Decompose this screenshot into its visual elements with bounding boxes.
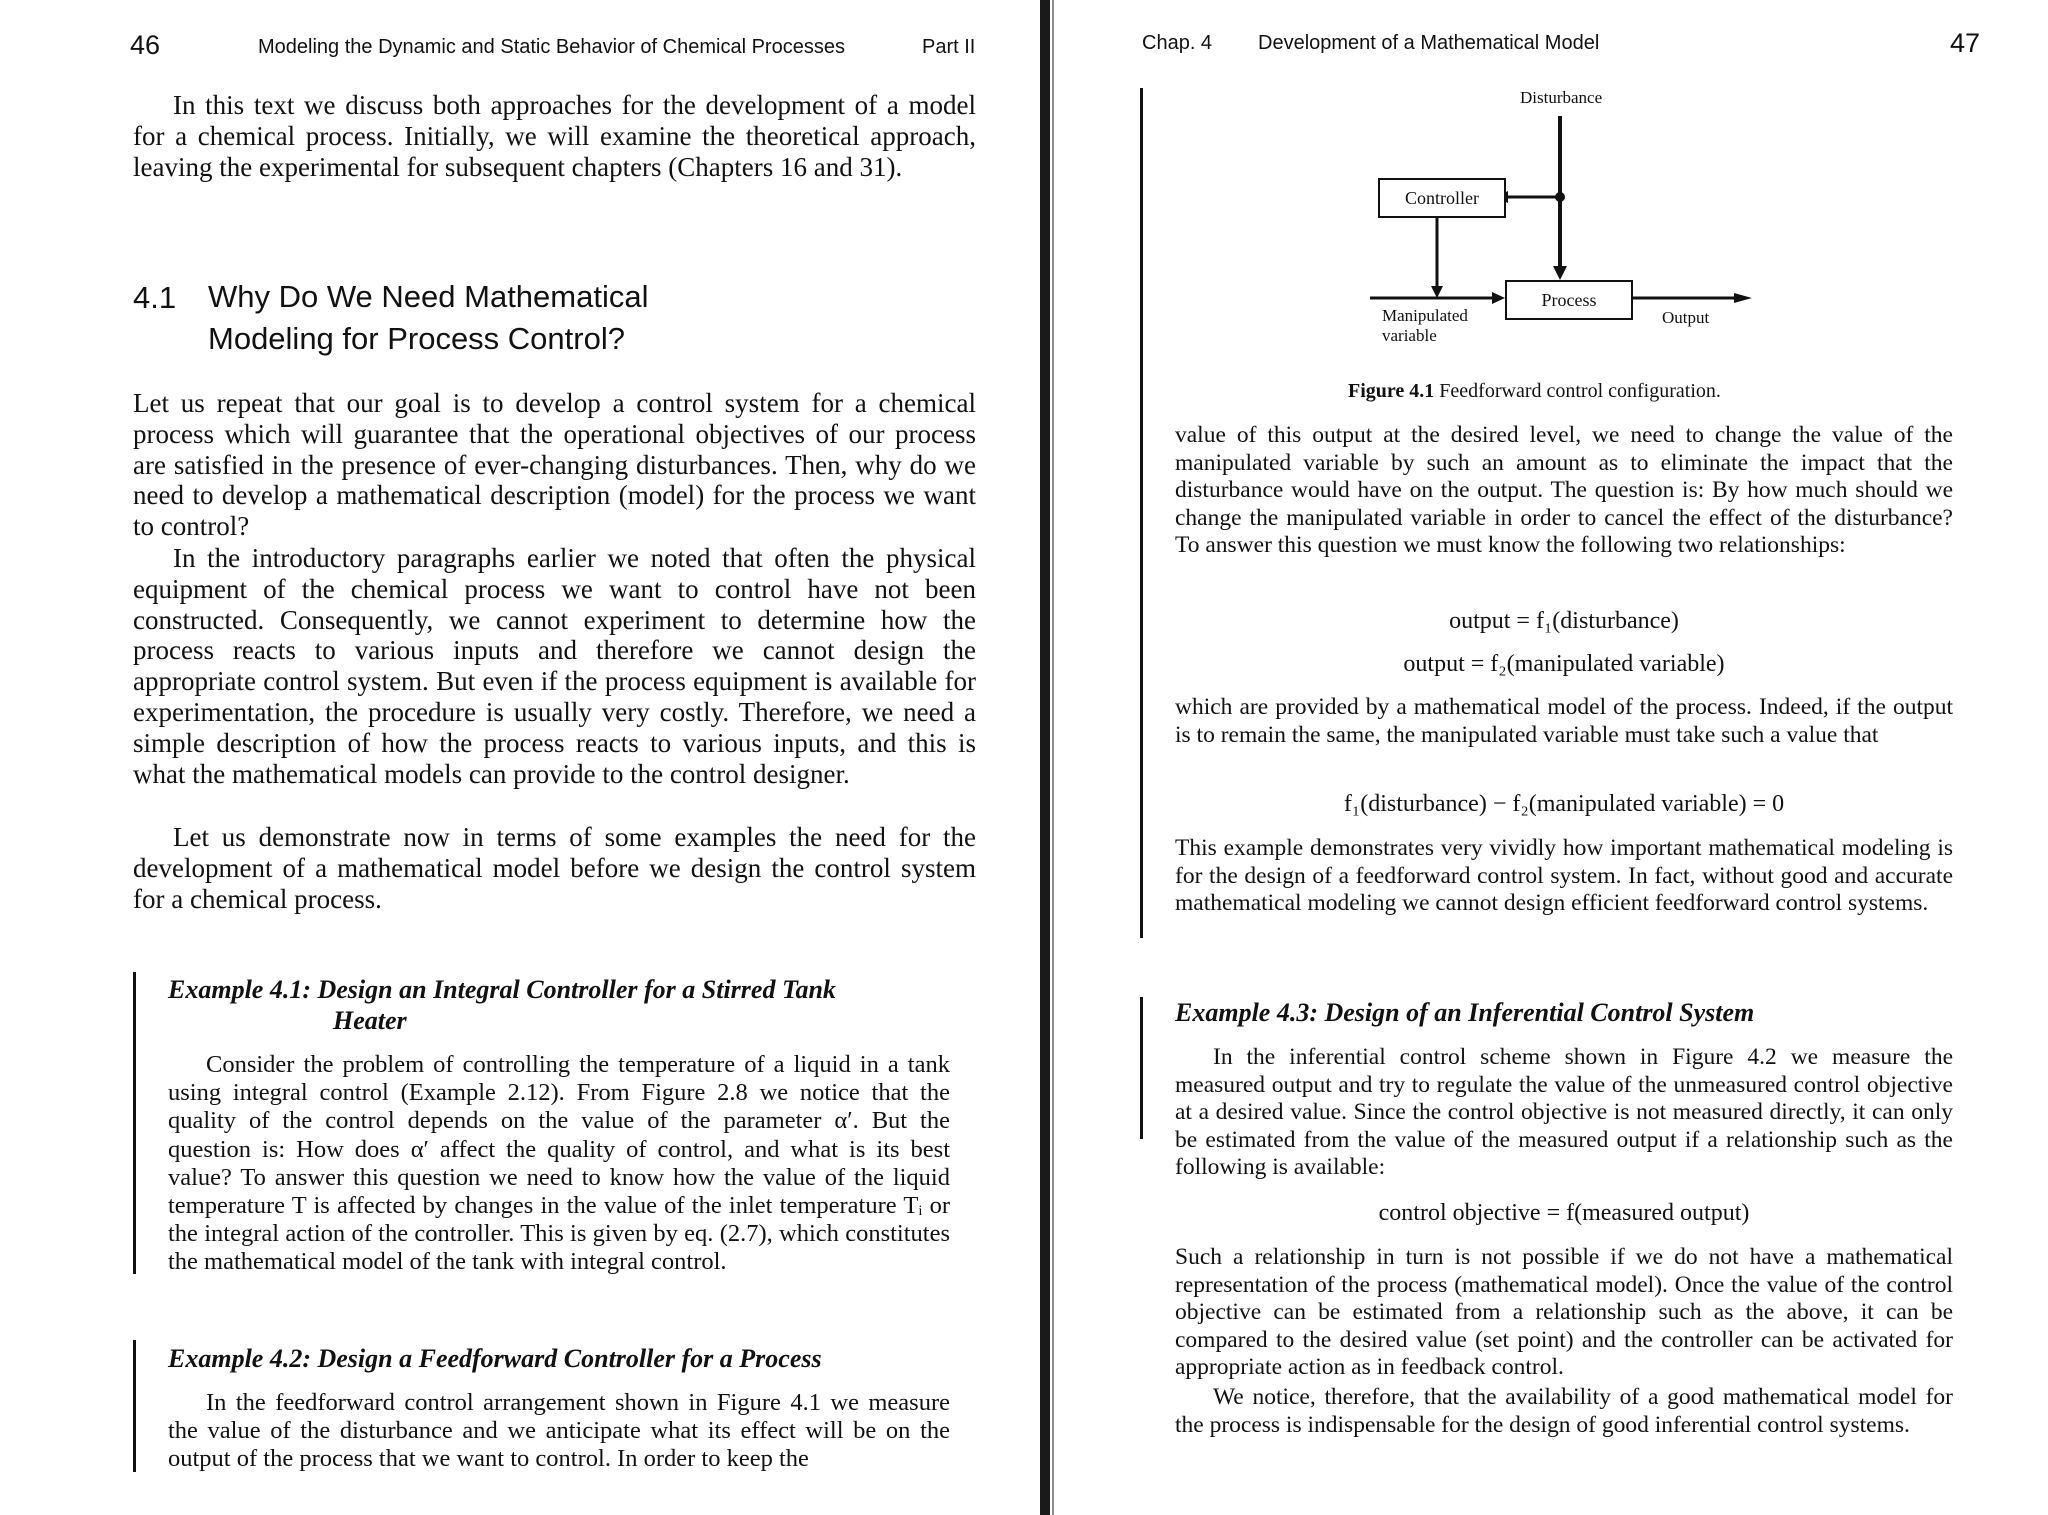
manipulated-label-line-2: variable bbox=[1382, 326, 1437, 345]
equation-1: output = f₁(disturbance) bbox=[1449, 608, 1679, 634]
example-4-1-margin-bar bbox=[133, 972, 136, 1274]
equation-3: f₁(disturbance) − f₂(manipulated variable) = 0 bbox=[1343, 791, 1785, 817]
example-4-1-body: Consider the problem of controlling the temperature of a liquid in a tank using integral control (Example 2.12). From Figure 2.8 we notice that the quality of the control depends on the value of the parameter α′. But the question is: How does α′ affect the quality of control, and what is its best value? To answer this question we need to know how the value of the liquid temperature T is affected by changes in the value of the inlet temperature Tᵢ or the integral action of the controller. This is given by eq. (2.7), which constitutes the mathematical model of the tank with integral control. bbox=[168, 1051, 950, 1276]
page-number-right: 47 bbox=[1950, 28, 1981, 58]
example-4-1-title-line-1: Example 4.1: Design an Integral Controller for a Stirred Tank bbox=[168, 975, 836, 1004]
example-4-3-paragraph-3: We notice, therefore, that the availability of a good mathematical model for the process is indispensable for the design of good inferential control systems. bbox=[1175, 1384, 1953, 1438]
output-label: Output bbox=[1662, 308, 1710, 327]
controller-output-arrow-head bbox=[1431, 286, 1443, 298]
right-paragraph-2: which are provided by a mathematical model of the process. Indeed, if the output is to remain the same, the manipulated variable must take such a value that bbox=[1175, 694, 1953, 748]
process-box: Process bbox=[1505, 280, 1633, 320]
example-4-1-title-line-2: Heater bbox=[333, 1006, 407, 1035]
running-head-left: Modeling the Dynamic and Static Behavior of Chemical Processes bbox=[258, 36, 845, 58]
example-4-3-paragraph-2: Such a relationship in turn is not possible if we do not have a mathematical representation of the process (mathematical model). Once the value of the control objective can be estimated from a relationship such as the above, it can be compared to the desired value (set point) and the controller can be activated for appropriate action as in feedback control. bbox=[1175, 1244, 1953, 1381]
right-paragraph-1: value of this output at the desired level, we need to change the value of the manipulated variable by such an amount as to eliminate the impact that the disturbance would have on the output. The question is: By how much should we change the manipulated variable in order to cancel the effect of the disturbance? To answer this question we must know the following two relationships: bbox=[1175, 422, 1953, 559]
figure-caption bbox=[1348, 380, 1721, 403]
section-title-line-2: Modeling for Process Control? bbox=[208, 321, 625, 356]
intro-paragraph: In this text we discuss both approaches for the development of a model for a chemical process. Initially, we will examine the theoretical approach, leaving the experimental for subsequent chapters (Chapters 16 and 31). bbox=[133, 90, 976, 182]
example-4-2-margin-bar bbox=[133, 1340, 136, 1472]
manipulated-arrow-head bbox=[1492, 292, 1505, 304]
part-label: Part II bbox=[922, 36, 976, 58]
figure-caption-label: Figure 4.1 bbox=[1348, 380, 1435, 402]
section-title-line-1: Why Do We Need Mathematical bbox=[208, 279, 649, 314]
example-4-2-title: Example 4.2: Design a Feedforward Controller for a Process bbox=[168, 1344, 822, 1373]
running-head-right: Development of a Mathematical Model bbox=[1258, 32, 1600, 54]
example-4-2-body: In the feedforward control arrangement shown in Figure 4.1 we measure the value of the disturbance and we anticipate what its effect will be on the output of the process that we want to control. In order to keep the bbox=[168, 1389, 950, 1473]
right-margin-bar-top bbox=[1140, 88, 1143, 938]
disturbance-arrow-head bbox=[1553, 266, 1567, 280]
section-number: 4.1 bbox=[133, 280, 177, 315]
disturbance-label: Disturbance bbox=[1520, 88, 1603, 107]
manipulated-variable-label bbox=[1382, 306, 1468, 346]
example-4-3-paragraph-1: In the inferential control scheme shown in Figure 4.2 we measure the measured output and try to regulate the value of the unmeasured control objective at a desired value. Since the control objective is not measured directly, it can only be estimated from the value of the measured output if a relationship such as the following is available: bbox=[1175, 1044, 1953, 1181]
book-spine-shadow bbox=[1052, 0, 1054, 1515]
figure-caption-text: Feedforward control configuration. bbox=[1439, 380, 1721, 402]
right-paragraph-3: This example demonstrates very vividly how important mathematical modeling is for the design of a feedforward control system. In fact, without good and accurate mathematical modeling we cannot design efficient feedforward control systems. bbox=[1175, 835, 1953, 917]
controller-box: Controller bbox=[1378, 178, 1506, 218]
example-4-3-margin-bar bbox=[1140, 997, 1143, 1139]
manipulated-label-line-1: Manipulated bbox=[1382, 306, 1468, 325]
output-arrow-head bbox=[1734, 293, 1752, 303]
section-paragraph-1: Let us repeat that our goal is to develop a control system for a chemical process which will guarantee that the operational objectives of our process are satisfied in the presence of ever-changing disturbances. Then, why do we need to develop a mathematical description (model) for the process we want to control? bbox=[133, 388, 976, 542]
section-paragraph-2: In the introductory paragraphs earlier we noted that often the physical equipment of the chemical process we want to control have not been constructed. Consequently, we cannot experiment to determine how the process reacts to various inputs and therefore we cannot design the appropriate control system. But even if the process equipment is available for experimentation, the procedure is usually very costly. Therefore, we need a simple description of how the process reacts to various inputs, and this is what the mathematical models can provide to the control designer. bbox=[133, 543, 976, 789]
section-paragraph-3: Let us demonstrate now in terms of some examples the need for the development of a mathematical model before we design the control system for a chemical process. bbox=[133, 822, 976, 914]
example-4-3-title: Example 4.3: Design of an Inferential Control System bbox=[1175, 998, 1755, 1027]
chapter-label: Chap. 4 bbox=[1142, 32, 1213, 54]
book-spine bbox=[1040, 0, 1050, 1515]
equation-2: output = f₂(manipulated variable) bbox=[1403, 651, 1725, 677]
example-4-3-equation: control objective = f(measured output) bbox=[1378, 1200, 1750, 1226]
figure-4-1 bbox=[1360, 82, 1760, 362]
page-number-left: 46 bbox=[130, 30, 161, 60]
